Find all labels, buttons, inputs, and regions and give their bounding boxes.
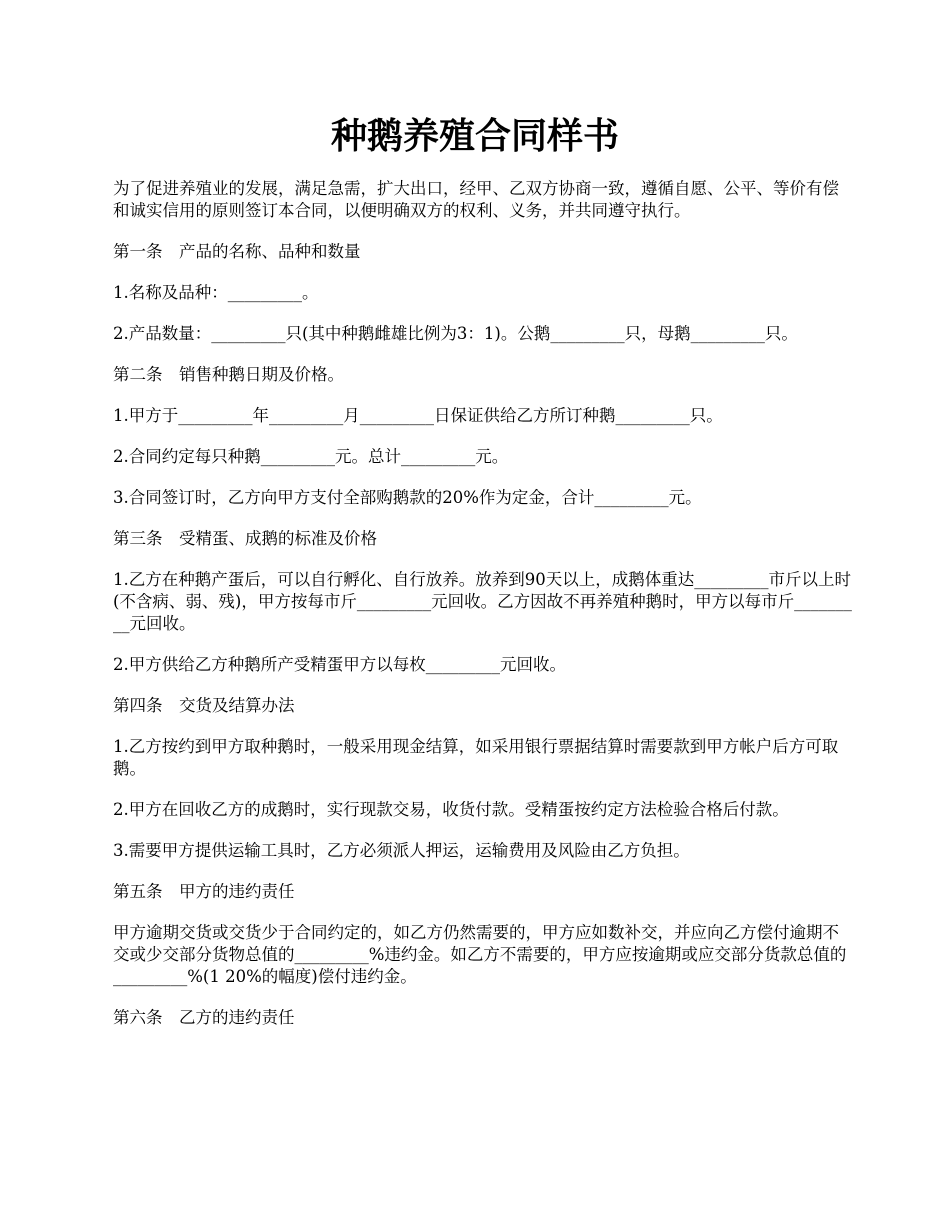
article-3-clause-1: 1.乙方在种鹅产蛋后，可以自行孵化、自行放养。放养到90天以上，成鹅体重达_________市斤以上时(不含病、弱、残)，甲方按每市斤_________元回收。乙方因故不再养殖种鹅时，甲方以每市斤_________元回收。 xyxy=(113,570,852,633)
article-4-clause-3: 3.需要甲方提供运输工具时，乙方必须派人押运，运输费用及风险由乙方负担。 xyxy=(113,841,690,860)
article-6-heading: 第六条 乙方的违约责任 xyxy=(113,1008,295,1027)
document-title: 种鹅养殖合同样书 xyxy=(330,115,619,157)
article-4-clause-2: 2.甲方在回收乙方的成鹅时，实行现款交易，收货付款。受精蛋按约定方法检验合格后付款。 xyxy=(113,800,789,819)
article-2-heading: 第二条 销售种鹅日期及价格。 xyxy=(113,365,344,384)
article-3-heading: 第三条 受精蛋、成鹅的标准及价格 xyxy=(113,529,377,548)
document-body xyxy=(113,178,853,1048)
article-1-clause-1: 1.名称及品种：_________。 xyxy=(113,283,319,302)
article-4-heading: 第四条 交货及结算办法 xyxy=(113,696,295,715)
article-2-clause-2: 2.合同约定每只种鹅_________元。总计_________元。 xyxy=(113,447,509,466)
article-1-clause-2: 2.产品数量：_________只(其中种鹅雌雄比例为3：1)。公鹅_________只，母鹅_________只。 xyxy=(113,324,798,343)
intro-paragraph: 为了促进养殖业的发展，满足急需，扩大出口，经甲、乙双方协商一致，遵循自愿、公平、等价有偿和诚实信用的原则签订本合同，以便明确双方的权利、义务，并共同遵守执行。 xyxy=(113,179,839,220)
article-5-body: 甲方逾期交货或交货少于合同约定的，如乙方仍然需要的，甲方应如数补交，并应向乙方偿付逾期不交或少交部分货物总值的_________%违约金。如乙方不需要的，甲方应按逾期或应交部分货款总值的_________%(1 20%的幅度)偿付违约金。 xyxy=(113,923,847,986)
article-1-heading: 第一条 产品的名称、品种和数量 xyxy=(113,242,361,261)
article-2-clause-1: 1.甲方于_________年_________月_________日保证供给乙方所订种鹅_________只。 xyxy=(113,406,723,425)
article-3-clause-2: 2.甲方供给乙方种鹅所产受精蛋甲方以每枚_________元回收。 xyxy=(113,655,566,674)
article-5-heading: 第五条 甲方的违约责任 xyxy=(113,882,295,901)
article-4-clause-1: 1.乙方按约到甲方取种鹅时，一般采用现金结算，如采用银行票据结算时需要款到甲方帐户后方可取鹅。 xyxy=(113,737,839,778)
article-2-clause-3: 3.合同签订时，乙方向甲方支付全部购鹅款的20%作为定金，合计_________元。 xyxy=(113,488,702,507)
